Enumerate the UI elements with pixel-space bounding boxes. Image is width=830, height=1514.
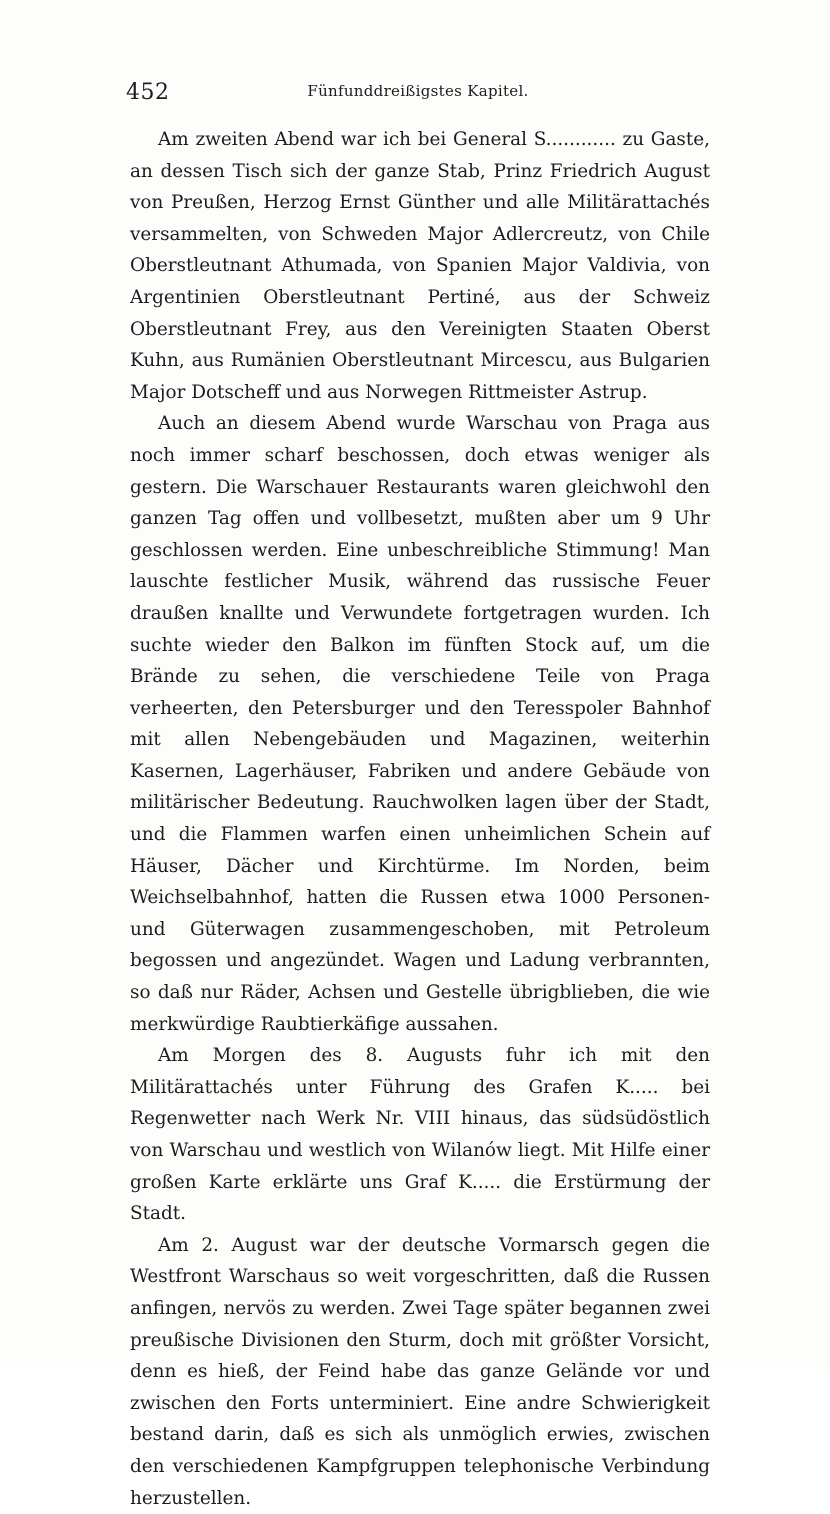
page-number: 452 [126, 80, 170, 105]
body-text [130, 124, 710, 1514]
running-head: Fünfunddreißigstes Kapitel. [307, 82, 529, 100]
paragraph: Am 2. August war der deutsche Vormarsch gegen die Westfront Warschaus so weit vorgeschritten, daß die Russen anfingen, nervös zu werden. Zwei Tage später begannen zwei preußische Divisionen den Sturm, doch mit größter Vorsicht, denn es hieß, der Feind habe das ganze Gelände vor und zwischen den Forts unterminiert. Eine andre Schwierigkeit bestand darin, daß es sich als unmöglich erwies, zwischen den verschiedenen Kampfgruppen telephonische Verbindung herzustellen. [130, 1234, 710, 1509]
paragraph: Am zweiten Abend war ich bei General S............ zu Gaste, an dessen Tisch sich der ganze Stab, Prinz Friedrich August von Preußen, Herzog Ernst Günther und alle Militärattachés versammelten, von Schweden Major Adlercreutz, von Chile Oberstleutnant Athumada, von Spanien Major Valdivia, von Argentinien Oberstleutnant Pertiné, aus der Schweiz Oberstleutnant Frey, aus den Vereinigten Staaten Oberst Kuhn, aus Rumänien Oberstleutnant Mircescu, aus Bulgarien Major Dotscheff und aus Norwegen Rittmeister Astrup. [130, 129, 710, 403]
page-header [126, 72, 710, 108]
paragraph: Am Morgen des 8. Augusts fuhr ich mit den Militärattachés unter Führung des Grafen K..... bei Regenwetter nach Werk Nr. VIII hinaus, das südsüdöstlich von Warschau und westlich von Wilanów liegt. Mit Hilfe einer großen Karte erklärte uns Graf K..... die Erstürmung der Stadt. [130, 1045, 710, 1225]
paragraph: Auch an diesem Abend wurde Warschau von Praga aus noch immer scharf beschossen, doch etwas weniger als gestern. Die Warschauer Restaurants waren gleichwohl den ganzen Tag offen und vollbesetzt, mußten aber um 9 Uhr geschlossen werden. Eine unbeschreibliche Stimmung! Man lauschte festlicher Musik, während das russische Feuer draußen knallte und Verwundete fortgetragen wurden. Ich suchte wieder den Balkon im fünften Stock auf, um die Brände zu sehen, die verschiedene Teile von Praga verheerten, den Petersburger und den Teresspoler Bahnhof mit allen Nebengebäuden und Magazinen, weiterhin Kasernen, Lagerhäuser, Fabriken und andere Gebäude von militärischer Bedeutung. Rauchwolken lagen über der Stadt, und die Flammen warfen einen unheimlichen Schein auf Häuser, Dächer und Kirchtürme. Im Norden, beim Weichselbahnhof, hatten die Russen etwa 1000 Personen- und Güterwagen zusammengeschoben, mit Petroleum begossen und angezündet. Wagen und Ladung verbrannten, so daß nur Räder, Achsen und Gestelle übrigblieben, die wie merkwürdige Raubtierkäfige aussahen. [130, 413, 710, 1035]
